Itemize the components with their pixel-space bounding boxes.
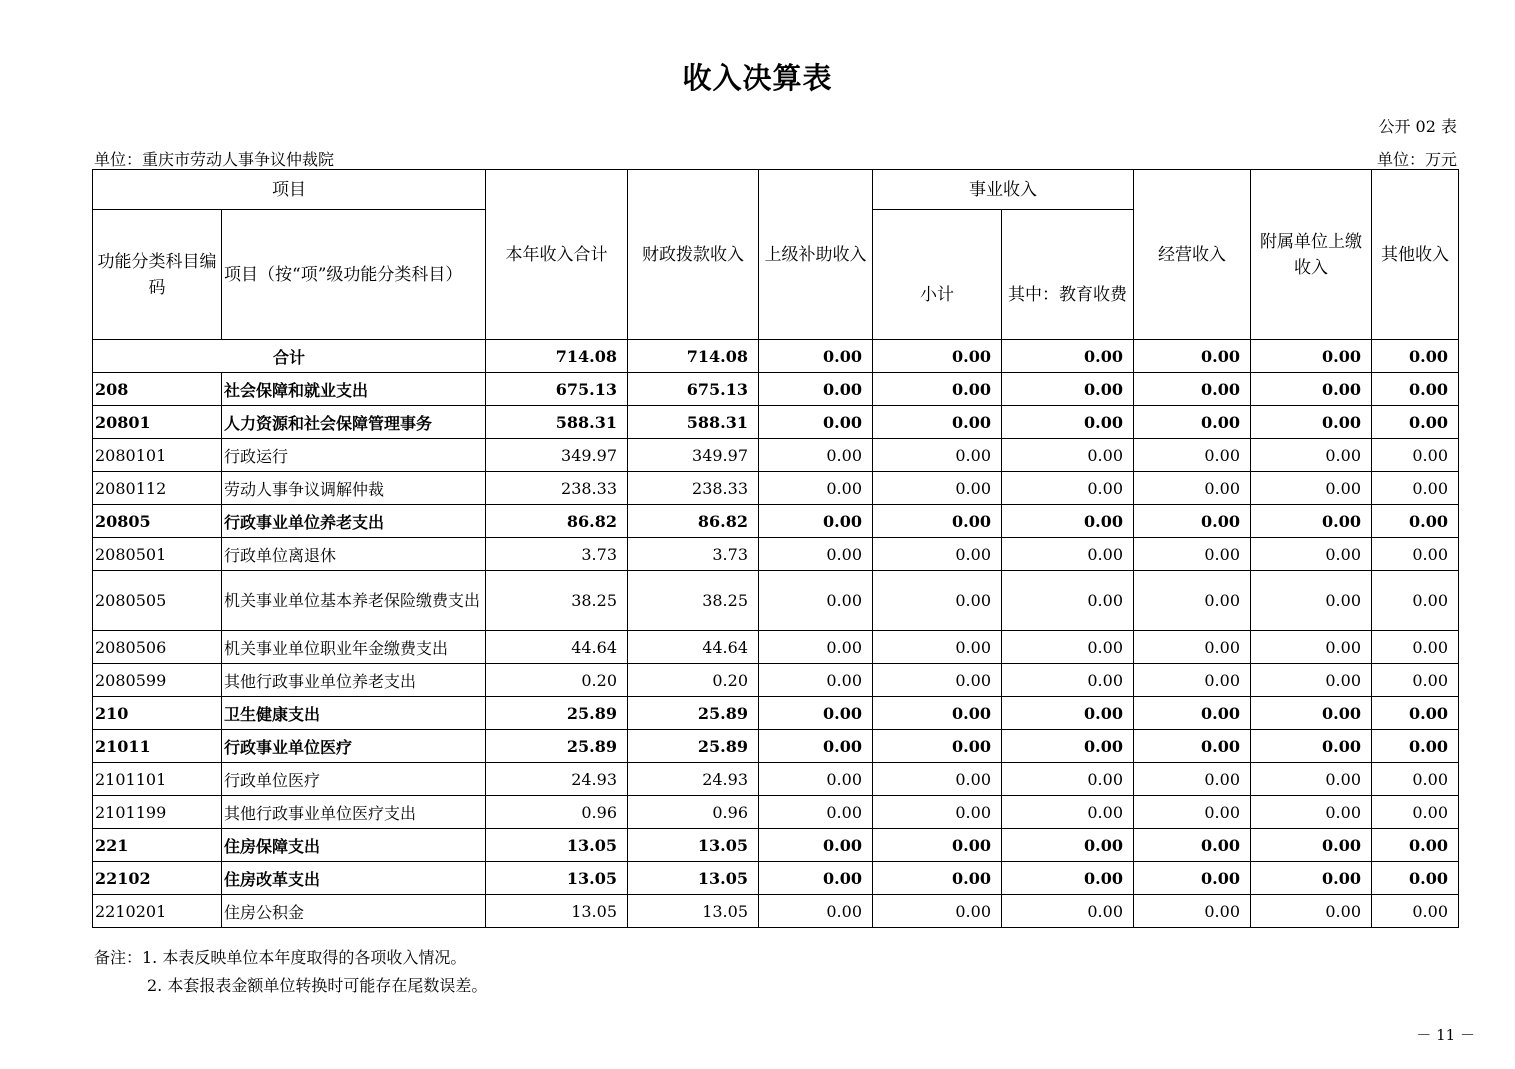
row-value: 0.00 (759, 439, 873, 472)
row-value: 25.89 (486, 697, 628, 730)
row-value: 0.00 (1372, 796, 1459, 829)
row-value: 0.00 (1372, 763, 1459, 796)
table-row (93, 571, 1459, 631)
row-value: 0.00 (1372, 571, 1459, 631)
table-row (93, 796, 1459, 829)
row-value: 0.00 (1372, 631, 1459, 664)
row-value: 0.00 (1134, 571, 1251, 631)
row-value: 0.00 (873, 472, 1002, 505)
row-value: 13.05 (628, 895, 759, 928)
row-value: 0.00 (1134, 862, 1251, 895)
row-name: 其他行政事业单位养老支出 (222, 664, 486, 697)
row-value: 0.00 (1372, 829, 1459, 862)
row-value: 0.00 (1372, 895, 1459, 928)
row-code: 2101101 (93, 763, 222, 796)
row-code: 2080501 (93, 538, 222, 571)
row-value: 0.00 (1372, 730, 1459, 763)
row-value: 0.96 (628, 796, 759, 829)
row-name: 行政运行 (222, 439, 486, 472)
row-value: 0.00 (1134, 439, 1251, 472)
row-value: 25.89 (486, 730, 628, 763)
row-value: 0.00 (1251, 373, 1372, 406)
row-value: 0.00 (759, 862, 873, 895)
row-value: 0.00 (1002, 571, 1134, 631)
row-value: 0.00 (1251, 406, 1372, 439)
row-value: 0.00 (1134, 763, 1251, 796)
row-value: 0.00 (759, 406, 873, 439)
header-education: 其中：教育收费 (1002, 210, 1134, 340)
row-value: 0.00 (1134, 697, 1251, 730)
row-value: 0.00 (1372, 505, 1459, 538)
row-value: 13.05 (628, 862, 759, 895)
row-value: 0.00 (759, 631, 873, 664)
row-value: 0.00 (1134, 505, 1251, 538)
row-value: 0.00 (1134, 472, 1251, 505)
row-value: 13.05 (486, 829, 628, 862)
row-value: 0.00 (1372, 406, 1459, 439)
row-code: 20805 (93, 505, 222, 538)
total-value: 0.00 (1372, 340, 1459, 373)
notes (94, 944, 487, 1000)
row-value: 0.00 (1251, 664, 1372, 697)
row-value: 238.33 (628, 472, 759, 505)
page-title: 收入决算表 (682, 61, 833, 95)
row-code: 2080505 (93, 571, 222, 631)
form-number: 公开 02 表 (1378, 117, 1457, 136)
header-subtotal: 小计 (873, 210, 1002, 340)
table-row (93, 538, 1459, 571)
row-value: 44.64 (628, 631, 759, 664)
row-code: 2210201 (93, 895, 222, 928)
row-code: 2080101 (93, 439, 222, 472)
total-value: 714.08 (628, 340, 759, 373)
row-value: 0.00 (1372, 538, 1459, 571)
row-code: 2080599 (93, 664, 222, 697)
row-value: 0.00 (1372, 472, 1459, 505)
row-value: 0.00 (873, 571, 1002, 631)
row-value: 86.82 (628, 505, 759, 538)
row-value: 0.00 (1002, 631, 1134, 664)
row-value: 0.00 (759, 505, 873, 538)
row-value: 0.00 (1251, 697, 1372, 730)
row-value: 0.00 (1251, 862, 1372, 895)
row-value: 0.00 (873, 796, 1002, 829)
row-value: 13.05 (486, 895, 628, 928)
row-value: 0.00 (759, 571, 873, 631)
row-value: 0.00 (1134, 538, 1251, 571)
row-value: 0.20 (486, 664, 628, 697)
row-value: 0.00 (759, 763, 873, 796)
row-value: 0.00 (1251, 763, 1372, 796)
row-value: 0.00 (1134, 730, 1251, 763)
row-value: 44.64 (486, 631, 628, 664)
unit-currency: 单位：万元 (1376, 150, 1457, 169)
row-name: 机关事业单位职业年金缴费支出 (222, 631, 486, 664)
row-code: 21011 (93, 730, 222, 763)
row-code: 22102 (93, 862, 222, 895)
row-value: 0.00 (1134, 895, 1251, 928)
income-table (92, 169, 1459, 928)
row-name: 住房保障支出 (222, 829, 486, 862)
total-value: 714.08 (486, 340, 628, 373)
row-value: 0.00 (1002, 538, 1134, 571)
row-value: 0.00 (1002, 730, 1134, 763)
row-value: 238.33 (486, 472, 628, 505)
table-row (93, 406, 1459, 439)
row-value: 0.00 (873, 697, 1002, 730)
table-row (93, 895, 1459, 928)
header-project: 项目 (93, 170, 486, 210)
row-name: 人力资源和社会保障管理事务 (222, 406, 486, 439)
row-value: 0.00 (1251, 730, 1372, 763)
row-value: 0.00 (1002, 829, 1134, 862)
row-value: 0.00 (1134, 664, 1251, 697)
note-line-1: 备注：1. 本表反映单位本年度取得的各项收入情况。 (94, 948, 467, 967)
row-value: 0.00 (1134, 373, 1251, 406)
row-value: 0.00 (873, 373, 1002, 406)
header-superior: 上级补助收入 (759, 170, 873, 340)
row-value: 0.00 (759, 472, 873, 505)
row-value: 0.00 (1251, 538, 1372, 571)
row-value: 0.00 (1251, 472, 1372, 505)
row-value: 0.00 (1002, 406, 1134, 439)
row-value: 588.31 (486, 406, 628, 439)
row-name: 卫生健康支出 (222, 697, 486, 730)
row-value: 38.25 (486, 571, 628, 631)
row-value: 675.13 (486, 373, 628, 406)
row-value: 349.97 (486, 439, 628, 472)
header-business: 事业收入 (873, 170, 1134, 210)
row-value: 3.73 (628, 538, 759, 571)
row-value: 349.97 (628, 439, 759, 472)
row-value: 588.31 (628, 406, 759, 439)
row-value: 0.20 (628, 664, 759, 697)
table-row (93, 631, 1459, 664)
header-affiliated: 附属单位上缴收入 (1251, 170, 1372, 340)
row-value: 0.00 (1002, 796, 1134, 829)
row-value: 0.00 (759, 664, 873, 697)
row-value: 0.00 (1251, 829, 1372, 862)
row-value: 0.00 (759, 730, 873, 763)
row-value: 0.00 (1134, 406, 1251, 439)
row-value: 0.00 (1002, 373, 1134, 406)
row-value: 0.00 (1251, 796, 1372, 829)
row-code: 221 (93, 829, 222, 862)
row-value: 0.00 (1372, 862, 1459, 895)
row-value: 0.00 (1002, 439, 1134, 472)
table-row (93, 472, 1459, 505)
row-name: 劳动人事争议调解仲裁 (222, 472, 486, 505)
row-code: 210 (93, 697, 222, 730)
row-value: 0.00 (873, 631, 1002, 664)
row-value: 0.00 (1251, 571, 1372, 631)
total-value: 0.00 (1251, 340, 1372, 373)
row-value: 675.13 (628, 373, 759, 406)
page-number: － 11 － (1416, 1026, 1475, 1044)
row-value: 0.00 (759, 796, 873, 829)
row-value: 13.05 (486, 862, 628, 895)
row-value: 0.00 (759, 697, 873, 730)
row-value: 0.00 (1002, 472, 1134, 505)
row-code: 208 (93, 373, 222, 406)
table-row (93, 664, 1459, 697)
row-value: 0.00 (1134, 796, 1251, 829)
row-value: 0.00 (1251, 895, 1372, 928)
header-other: 其他收入 (1372, 170, 1459, 340)
header-code: 功能分类科目编码 (93, 210, 222, 340)
row-value: 0.00 (873, 538, 1002, 571)
row-name: 行政事业单位医疗 (222, 730, 486, 763)
total-value: 0.00 (1134, 340, 1251, 373)
row-value: 0.00 (873, 505, 1002, 538)
row-value: 0.00 (1251, 439, 1372, 472)
row-value: 0.96 (486, 796, 628, 829)
row-value: 25.89 (628, 697, 759, 730)
row-value: 0.00 (1134, 829, 1251, 862)
table-body (93, 340, 1459, 928)
total-value: 0.00 (759, 340, 873, 373)
row-value: 0.00 (873, 862, 1002, 895)
total-label: 合计 (93, 340, 486, 373)
table-row (93, 730, 1459, 763)
row-code: 2101199 (93, 796, 222, 829)
row-value: 0.00 (759, 895, 873, 928)
row-value: 0.00 (1002, 505, 1134, 538)
row-value: 13.05 (628, 829, 759, 862)
table-row (93, 697, 1459, 730)
row-value: 0.00 (873, 439, 1002, 472)
row-value: 0.00 (873, 829, 1002, 862)
row-value: 0.00 (1251, 505, 1372, 538)
row-value: 0.00 (873, 730, 1002, 763)
row-value: 3.73 (486, 538, 628, 571)
row-value: 0.00 (1134, 631, 1251, 664)
row-value: 0.00 (1372, 439, 1459, 472)
row-code: 2080112 (93, 472, 222, 505)
row-name: 行政单位医疗 (222, 763, 486, 796)
row-value: 0.00 (1372, 373, 1459, 406)
row-name: 行政事业单位养老支出 (222, 505, 486, 538)
row-value: 0.00 (1002, 763, 1134, 796)
row-value: 86.82 (486, 505, 628, 538)
unit-organization: 单位：重庆市劳动人事争议仲裁院 (94, 150, 335, 169)
row-value: 0.00 (873, 664, 1002, 697)
table-header (93, 170, 1459, 340)
row-value: 0.00 (759, 829, 873, 862)
row-value: 0.00 (1002, 862, 1134, 895)
table-row (93, 505, 1459, 538)
header-total: 本年收入合计 (486, 170, 628, 340)
row-code: 20801 (93, 406, 222, 439)
row-value: 0.00 (873, 895, 1002, 928)
row-name: 其他行政事业单位医疗支出 (222, 796, 486, 829)
table-row (93, 439, 1459, 472)
total-value: 0.00 (873, 340, 1002, 373)
table-row (93, 862, 1459, 895)
row-value: 38.25 (628, 571, 759, 631)
row-value: 25.89 (628, 730, 759, 763)
row-name: 住房公积金 (222, 895, 486, 928)
row-value: 0.00 (1372, 697, 1459, 730)
table-row (93, 763, 1459, 796)
row-name: 机关事业单位基本养老保险缴费支出 (222, 571, 486, 631)
row-value: 0.00 (759, 538, 873, 571)
header-name: 项目（按“项”级功能分类科目） (222, 210, 486, 340)
row-value: 0.00 (873, 763, 1002, 796)
row-value: 0.00 (1002, 895, 1134, 928)
total-row (93, 340, 1459, 373)
row-name: 行政单位离退休 (222, 538, 486, 571)
total-value: 0.00 (1002, 340, 1134, 373)
row-value: 24.93 (486, 763, 628, 796)
table-row (93, 373, 1459, 406)
row-value: 0.00 (1372, 664, 1459, 697)
table-row (93, 829, 1459, 862)
row-value: 0.00 (1002, 697, 1134, 730)
row-value: 24.93 (628, 763, 759, 796)
row-value: 0.00 (1251, 631, 1372, 664)
row-name: 住房改革支出 (222, 862, 486, 895)
row-name: 社会保障和就业支出 (222, 373, 486, 406)
row-value: 0.00 (1002, 664, 1134, 697)
header-fiscal: 财政拨款收入 (628, 170, 759, 340)
note-line-2: 2. 本套报表金额单位转换时可能存在尾数误差。 (147, 976, 488, 995)
row-value: 0.00 (759, 373, 873, 406)
row-code: 2080506 (93, 631, 222, 664)
row-value: 0.00 (873, 406, 1002, 439)
header-operating: 经营收入 (1134, 170, 1251, 340)
